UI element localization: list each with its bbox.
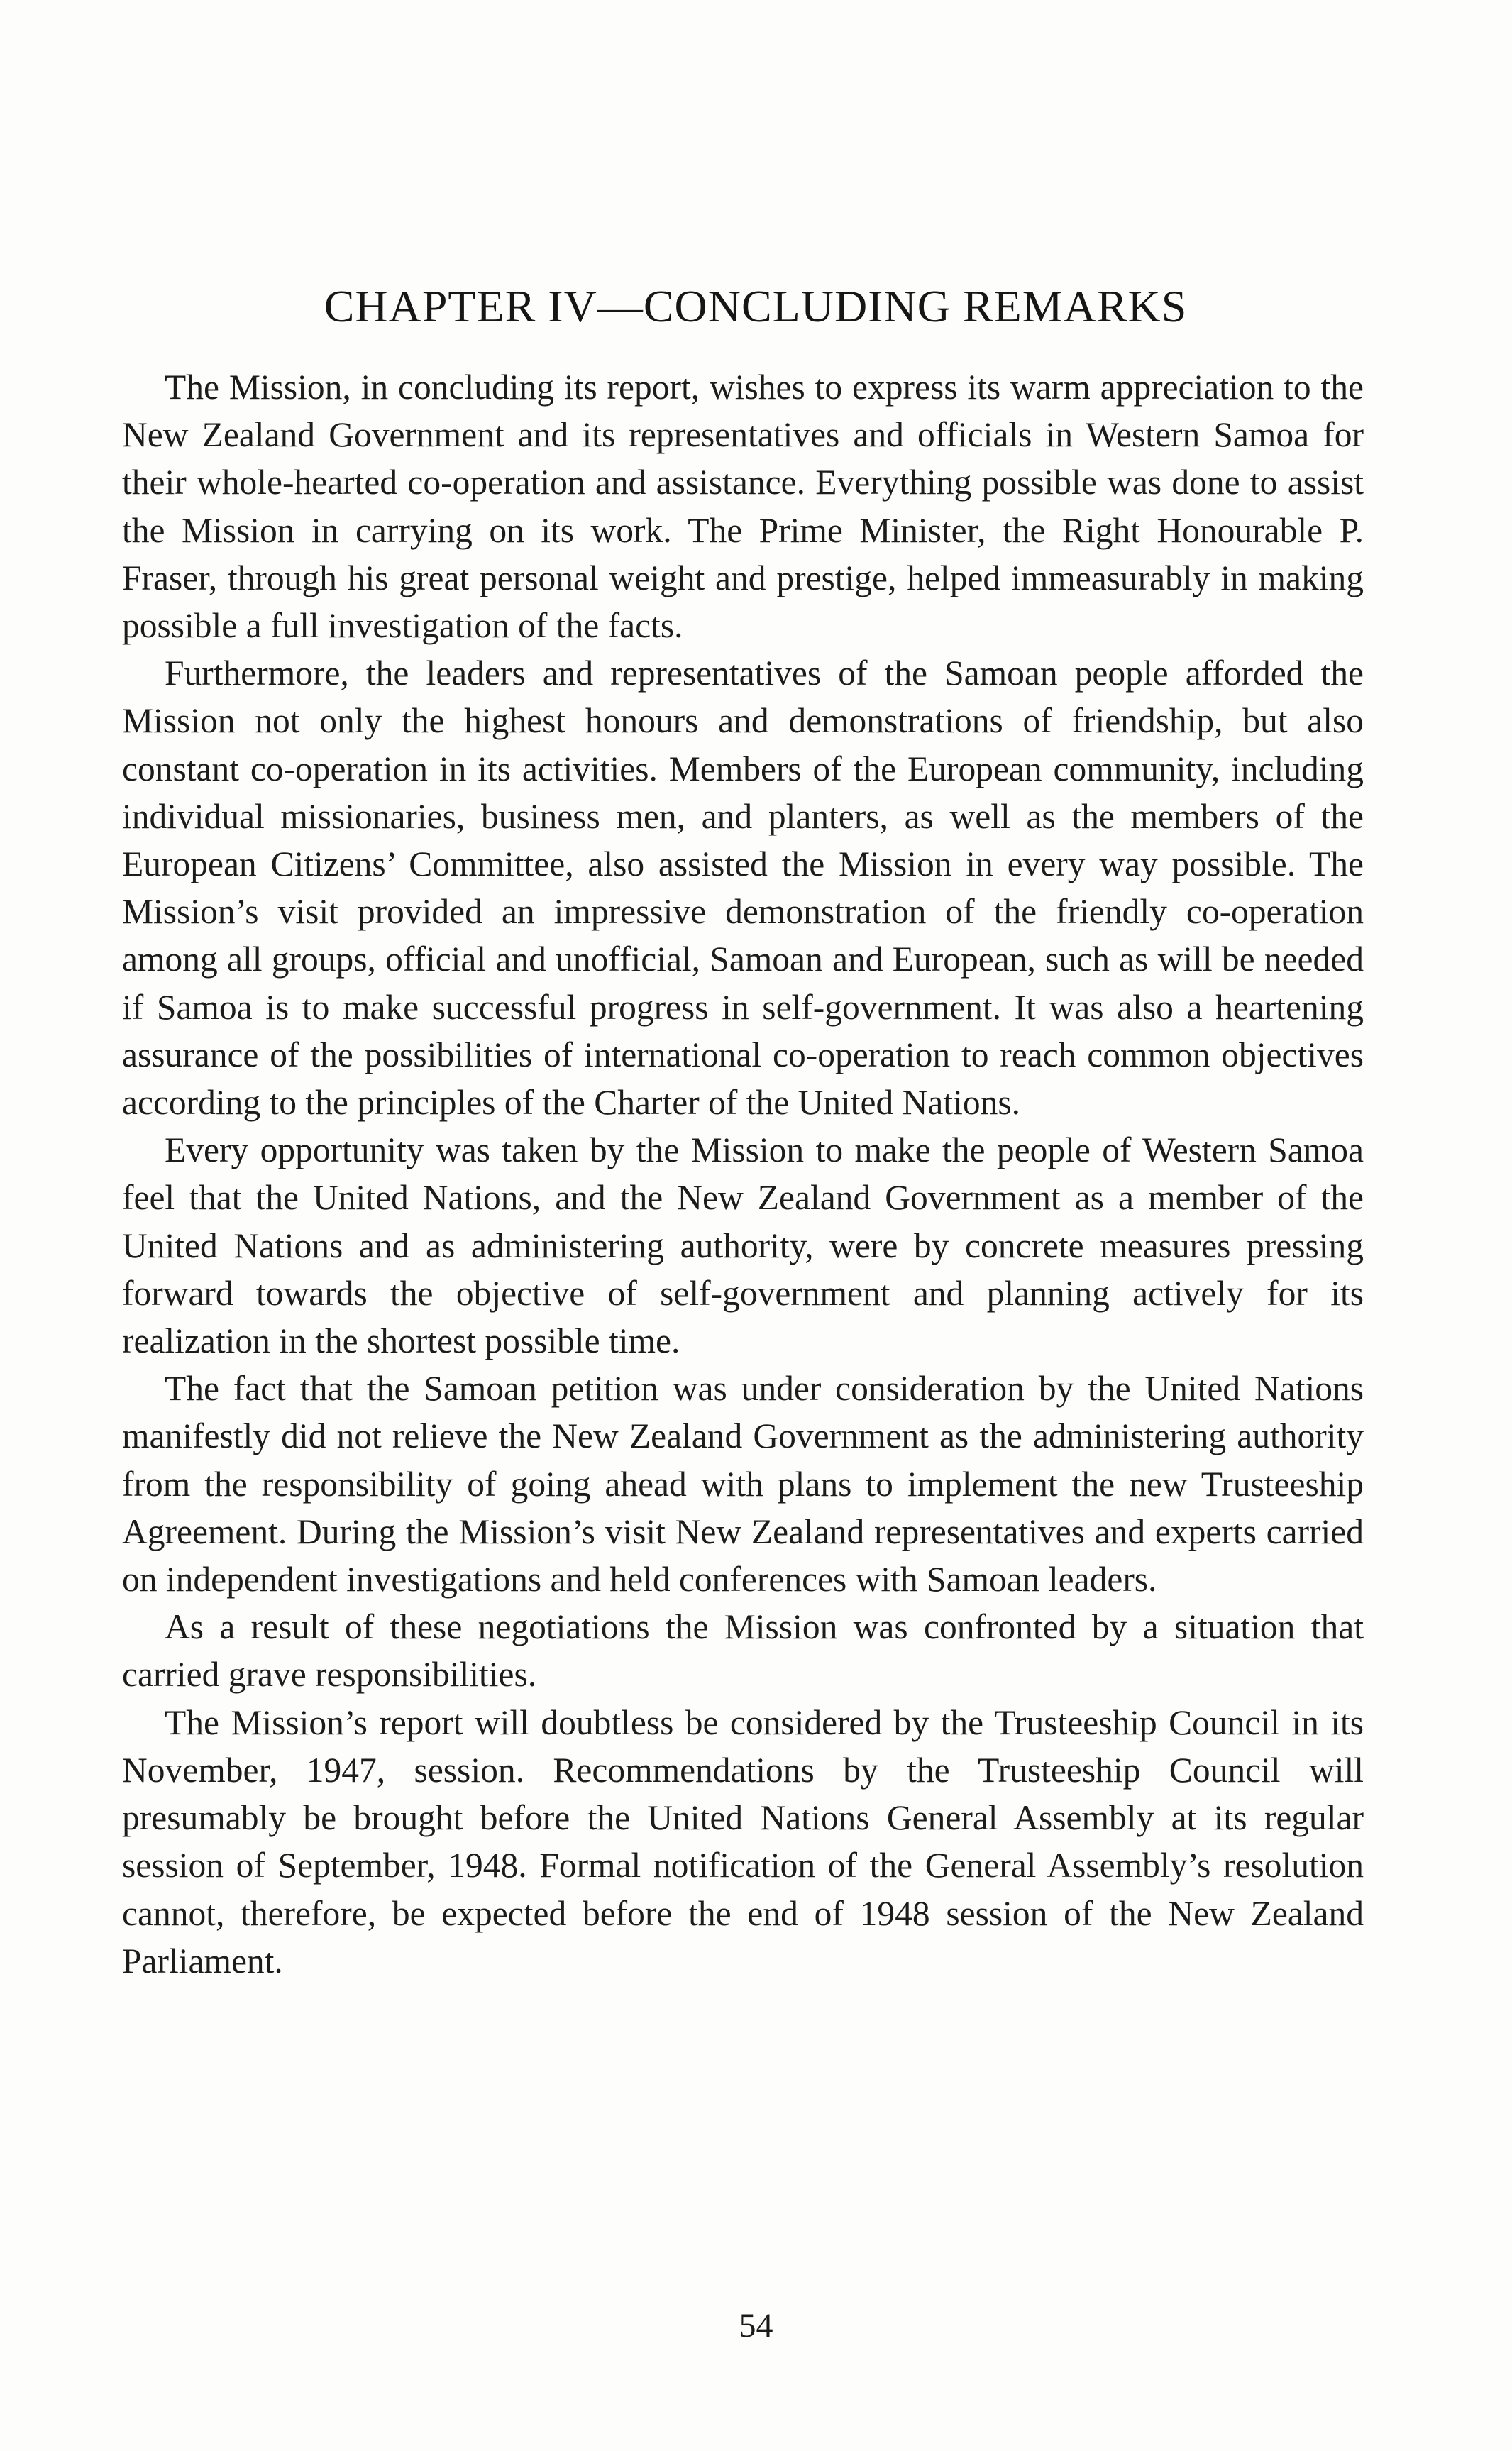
paragraph-samoan-leaders: Furthermore, the leaders and representatives of the Samoan people afforded the Mission not only the highest honours and demonstrations of friendship, but also constant co-operation in its activities. Members of the European community, including individual missionaries, business men, and planters, as well as the members of the European Citizens’ Committee, also assisted the Mission in every way possible. The Mission’s visit provided an impressive demonstration of the friendly co-operation among all groups, official and unofficial, Samoan and European, such as will be needed if Samoa is to make successful progress in self-government. It was also a heartening assurance of the possibilities of international co-operation to reach common objectives according to the principles of the Charter of the United Nations. [122, 654, 1364, 1123]
body-text [122, 363, 1364, 1985]
paragraph-petition: The fact that the Samoan petition was under consideration by the United Nations manifestly did not relieve the New Zealand Government as the administering authority from the responsibility of going ahead with plans to implement the new Trusteeship Agreement. During the Mission’s visit New Zealand representatives and experts carried on independent investigations and held conferences with Samoan leaders. [122, 1369, 1364, 1599]
paragraph-report-consideration: The Mission’s report will doubtless be considered by the Trusteeship Council in its November, 1947, session. Recommendations by the Trusteeship Council will presumably be brought before the United Nations General Assembly at its regular session of September, 1948. Formal notification of the General Assembly’s resolution cannot, therefore, be expected before the end of 1948 session of the New Zealand Parliament. [122, 1702, 1364, 1981]
paragraph-opportunity: Every opportunity was taken by the Mission to make the people of Western Samoa feel that the United Nations, and the New Zealand Government as a member of the United Nations and as administering authority, were by concrete measures pressing forward towards the objective of self-government and planning actively for its realization in the shortest possible time. [122, 1130, 1364, 1361]
paragraph-appreciation: The Mission, in concluding its report, wishes to express its warm appreciation to the New Zealand Government and its representatives and officials in Western Samoa for their whole-hearted co-operation and assistance. Everything possible was done to assist the Mission in carrying on its work. The Prime Minister, the Right Honourable P. Fraser, through his great personal weight and prestige, helped immeasurably in making possible a full investigation of the facts. [122, 368, 1364, 646]
paragraph-negotiations: As a result of these negotiations the Mission was confronted by a situation that carried grave responsibilities. [122, 1607, 1364, 1695]
chapter-title: CHAPTER IV—CONCLUDING REMARKS [324, 281, 1188, 331]
page-number: 54 [739, 2307, 773, 2345]
